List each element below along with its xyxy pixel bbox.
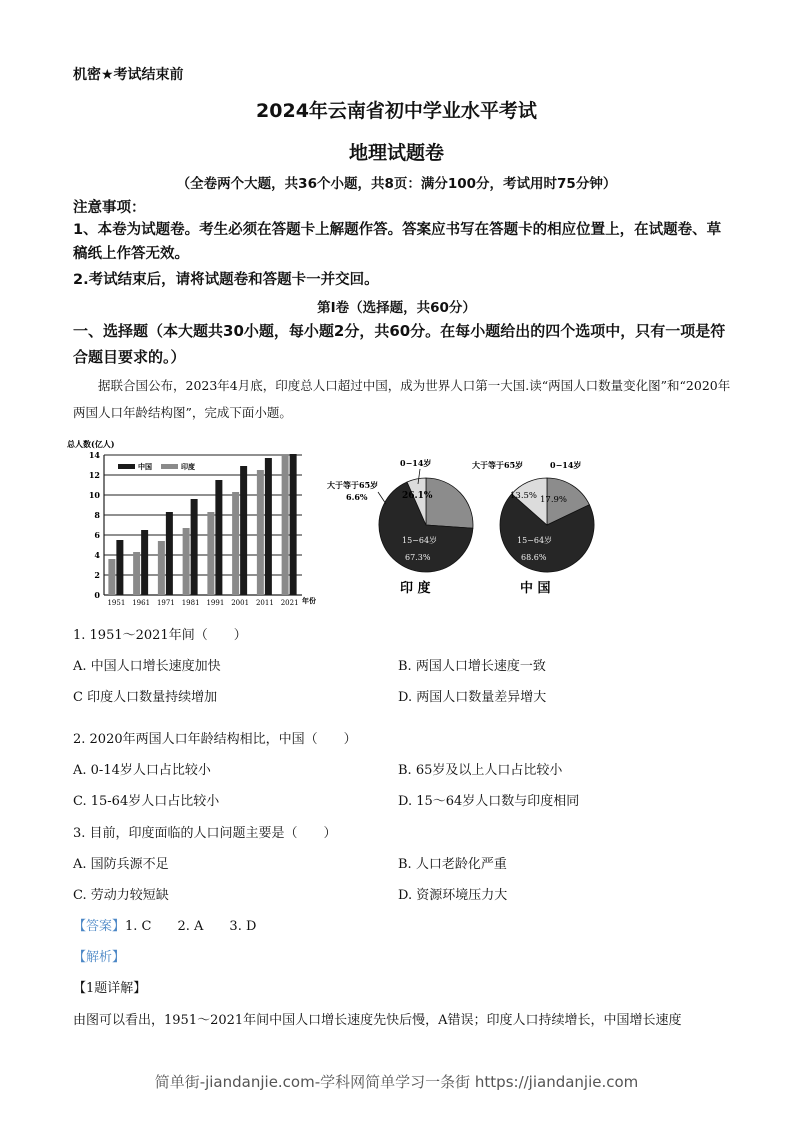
part-title: 第Ⅰ卷（选择题，共60分）: [317, 300, 476, 316]
answer-text: 1. C 2. A 3. D: [125, 919, 257, 934]
question-3-option-d: D. 资源环境压力大: [398, 888, 508, 903]
svg-text:14: 14: [88, 450, 100, 460]
question-1-option-a: A. 中国人口增长速度加快: [73, 659, 221, 674]
footer-watermark: 简单街-jiandanjie.com-学科网简单学习一条街 https://jiandanjie.com: [154, 1073, 639, 1091]
svg-text:2: 2: [94, 570, 100, 580]
china-value-15-64: 68.6%: [521, 553, 547, 562]
china-label-0-14: 0−14岁: [550, 460, 582, 470]
svg-text:0: 0: [94, 590, 100, 600]
india-label-0-14: 0−14岁: [400, 458, 432, 468]
exam-title: 2024年云南省初中学业水平考试: [256, 100, 537, 122]
bar-chart-xticks: [107, 599, 298, 607]
detail-heading: 【1题详解】: [73, 981, 147, 996]
question-2-option-a: A. 0-14岁人口占比较小: [73, 763, 211, 778]
svg-text:12: 12: [88, 470, 100, 480]
confidential-label: 机密★考试结束前: [73, 67, 184, 83]
bar-chart-ylabel: 总人数(亿人): [67, 439, 115, 449]
svg-text:10: 10: [88, 490, 100, 500]
question-2-stem: 2. 2020年两国人口年龄结构相比，中国（ ）: [73, 732, 357, 747]
china-age-pie-chart: [460, 450, 620, 600]
analysis-label: 【解析】: [73, 950, 126, 965]
bar-chart-yticks: [89, 450, 101, 600]
china-label-15-64: 15−64岁: [517, 536, 553, 545]
svg-text:8: 8: [94, 510, 100, 520]
question-3-stem: 3. 目前，印度面临的人口问题主要是（ ）: [73, 826, 337, 841]
question-1-option-b: B. 两国人口增长速度一致: [398, 659, 546, 674]
answer-line: [73, 915, 256, 934]
paper-title: 地理试题卷: [348, 142, 444, 164]
note-item-2: 2.考试结束后，请将试题卷和答题卡一并交回。: [73, 272, 379, 288]
svg-text:1951: 1951: [107, 599, 126, 607]
svg-text:2021: 2021: [280, 599, 299, 607]
india-label-15-64: 15−64岁: [402, 536, 438, 545]
legend-china-swatch: [118, 464, 135, 469]
exam-info: （全卷两个大题，共36个小题，共8页：满分100分，考试用时75分钟）: [176, 176, 617, 192]
question-3-option-a: A. 国防兵源不足: [73, 857, 169, 872]
svg-text:6: 6: [94, 530, 100, 540]
svg-text:1981: 1981: [181, 599, 200, 607]
legend-china-label: 中国: [138, 462, 152, 471]
note-item-1: 1、本卷为试题卷。考生必须在答题卡上解题作答。答案应书写在答题卡的相应位置上，在试题卷、草稿纸上作答无效。: [73, 222, 722, 262]
detail-text: 由图可以看出，1951～2021年间中国人口增长速度先快后慢，A错误；印度人口持续增长，中国增长速度: [73, 1013, 682, 1028]
population-bar-chart: [65, 435, 327, 610]
question-1-option-c: C 印度人口数量持续增加: [73, 690, 218, 705]
china-label-65: 大于等于65岁: [472, 460, 524, 470]
svg-text:1961: 1961: [132, 599, 151, 607]
notes-heading: 注意事项：: [73, 200, 146, 216]
china-pie-title: 中 国: [520, 581, 551, 596]
india-label-65: 大于等于65岁: [327, 480, 379, 490]
svg-text:2001: 2001: [231, 599, 250, 607]
question-2-option-d: D. 15～64岁人口数与印度相同: [398, 794, 580, 809]
answer-label: 【答案】: [73, 919, 126, 934]
india-value-15-64: 67.3%: [405, 553, 431, 562]
question-2-option-b: B. 65岁及以上人口占比较小: [398, 763, 563, 778]
intro-paragraph: 据联合国公布，2023年4月底，印度总人口超过中国，成为世界人口第一大国.读“两国人口数量变化图”和“2020年两国人口年龄结构图”，完成下面小题。: [73, 378, 731, 420]
svg-text:2011: 2011: [255, 599, 274, 607]
legend-india-swatch: [161, 464, 178, 469]
china-value-0-14: 17.9%: [540, 495, 568, 505]
question-3-option-b: B. 人口老龄化严重: [398, 857, 507, 872]
question-3-option-c: C. 劳动力较短缺: [73, 888, 169, 903]
svg-text:1991: 1991: [206, 599, 225, 607]
question-2-option-c: C. 15-64岁人口占比较小: [73, 794, 220, 809]
legend-india-label: 印度: [181, 462, 195, 471]
india-age-pie-chart: [320, 450, 480, 600]
question-1-stem: 1. 1951～2021年间（ ）: [73, 628, 247, 643]
svg-text:4: 4: [94, 550, 100, 560]
question-1-option-d: D. 两国人口数量差异增大: [398, 690, 547, 705]
bar-chart-xlabel: 年份: [302, 596, 316, 605]
india-value-65: 6.6%: [346, 492, 368, 502]
india-value-0-14: 26.1%: [402, 491, 433, 501]
india-pie-title: 印 度: [400, 581, 431, 596]
section-heading: 一、选择题（本大题共30小题，每小题2分，共60分。在每小题给出的四个选项中，只有一项是符合题目要求的。）: [73, 322, 726, 366]
china-value-65: 13.5%: [510, 491, 538, 501]
svg-text:1971: 1971: [156, 599, 175, 607]
